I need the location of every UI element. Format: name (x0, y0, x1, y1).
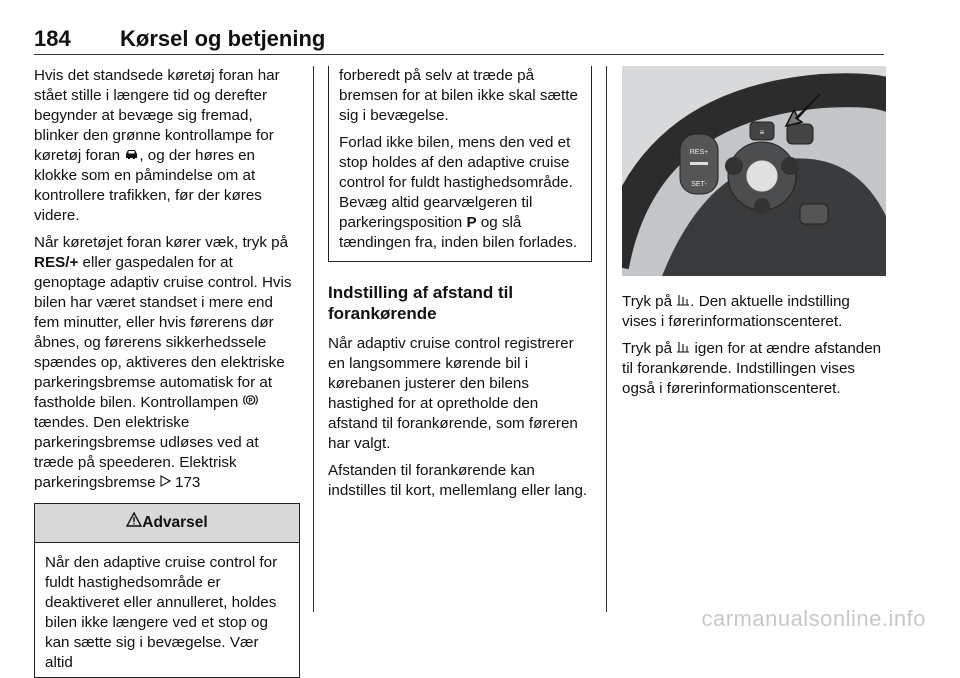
warning-header (35, 504, 299, 543)
svg-text:P: P (248, 398, 253, 405)
watermark: carmanualsonline.info (701, 606, 926, 631)
car-front-icon (124, 146, 139, 166)
paragraph (34, 233, 300, 493)
svg-text:≡: ≡ (759, 128, 765, 137)
column-3 (622, 66, 886, 406)
warning-box (34, 503, 300, 678)
paragraph: Når adaptiv cruise control registrerer en langsommere kørende bil i kørebanen justerer den bilens hastighed for at opretholde den afstand til forankørende, som føreren har valgt. (328, 335, 578, 452)
page-number: 184 (34, 26, 71, 51)
text: eller gaspedalen for at genoptage adaptiv cruise control. Hvis bilen har været standset i mere end fem minutter, eller hvis førerens dør åbnes, og førerens sikkerhedssele spændes op, aktiveres den elektriske parkeringsbremse automatisk for at fastholde bilen. Kontrollampen (34, 254, 292, 411)
page-title: Kørsel og betjening (120, 26, 326, 51)
warning-box-continued (328, 66, 592, 262)
text: Tryk på (622, 293, 677, 310)
paragraph: Afstanden til forankørende kan indstilles til kort, mellemlang eller lang. (328, 462, 588, 499)
steering-wheel-illustration (622, 66, 886, 276)
steering-wheel-figure (622, 66, 886, 276)
distance-icon (676, 292, 690, 312)
text: tændes. Den elektriske parkeringsbremse udløses ved at træde på speederen. Elektrisk parkeringsbremse (34, 414, 259, 491)
paragraph (339, 133, 581, 253)
gear-p-label: P (466, 214, 477, 231)
page-header (34, 22, 884, 50)
warning-title: Advarsel (142, 514, 208, 531)
column-2 (328, 66, 592, 508)
page-ref-icon (160, 473, 171, 493)
res-label: RES/+ (34, 254, 79, 271)
text: og slå tændingen fra, inden bilen forlades. (339, 214, 578, 251)
text: . Den aktuelle indstilling vises i førerinformationscenteret. (622, 293, 850, 330)
brake-lamp-icon (243, 393, 258, 413)
warning-body: Når den adaptive cruise control for fuldt hastighedsområde er deaktiveret eller annulleret, holdes bilen ikke længere ved et stop og kan sætte sig i bevægelse. Vær altid (45, 554, 278, 671)
column-divider (606, 66, 607, 612)
text: Når køretøjet foran kører væk, tryk på (34, 234, 289, 251)
section-heading: Indstilling af afstand til forankørende (328, 283, 514, 323)
page-ref[interactable]: 173 (175, 474, 201, 491)
paragraph (622, 292, 886, 332)
text: Hvis det standsede køretøj foran har stået stille i længere tid og derefter begynder at bevæge sig fremad, blinker den grønne kontrollampe for køretøj foran (34, 67, 280, 164)
warning-triangle-icon (126, 504, 142, 542)
text: Tryk på (622, 340, 677, 357)
paragraph (622, 339, 886, 399)
text: igen for at ændre afstanden til forankørende. Indstillingen vises også i førerinformationscenteret. (622, 340, 882, 397)
text: , og der høres en klokke som en påmindelse om at kontrollere trafikken, før der køres videre. (34, 147, 262, 224)
paragraph: forberedt på selv at træde på bremsen for at bilen ikke skal sætte sig i bevægelse. (339, 67, 578, 124)
res-button-label: RES+ (689, 149, 709, 156)
text: Forlad ikke bilen, mens den ved et stop holdes af den adaptive cruise control for fuldt hastighedsområde. Bevæg altid gearvælgeren til parkeringsposition (339, 134, 573, 231)
column-1 (34, 66, 300, 678)
header-rule (34, 54, 884, 55)
column-divider (313, 66, 314, 612)
set-button-label: SET- (691, 181, 707, 188)
distance-icon (676, 339, 690, 359)
paragraph (34, 66, 300, 226)
